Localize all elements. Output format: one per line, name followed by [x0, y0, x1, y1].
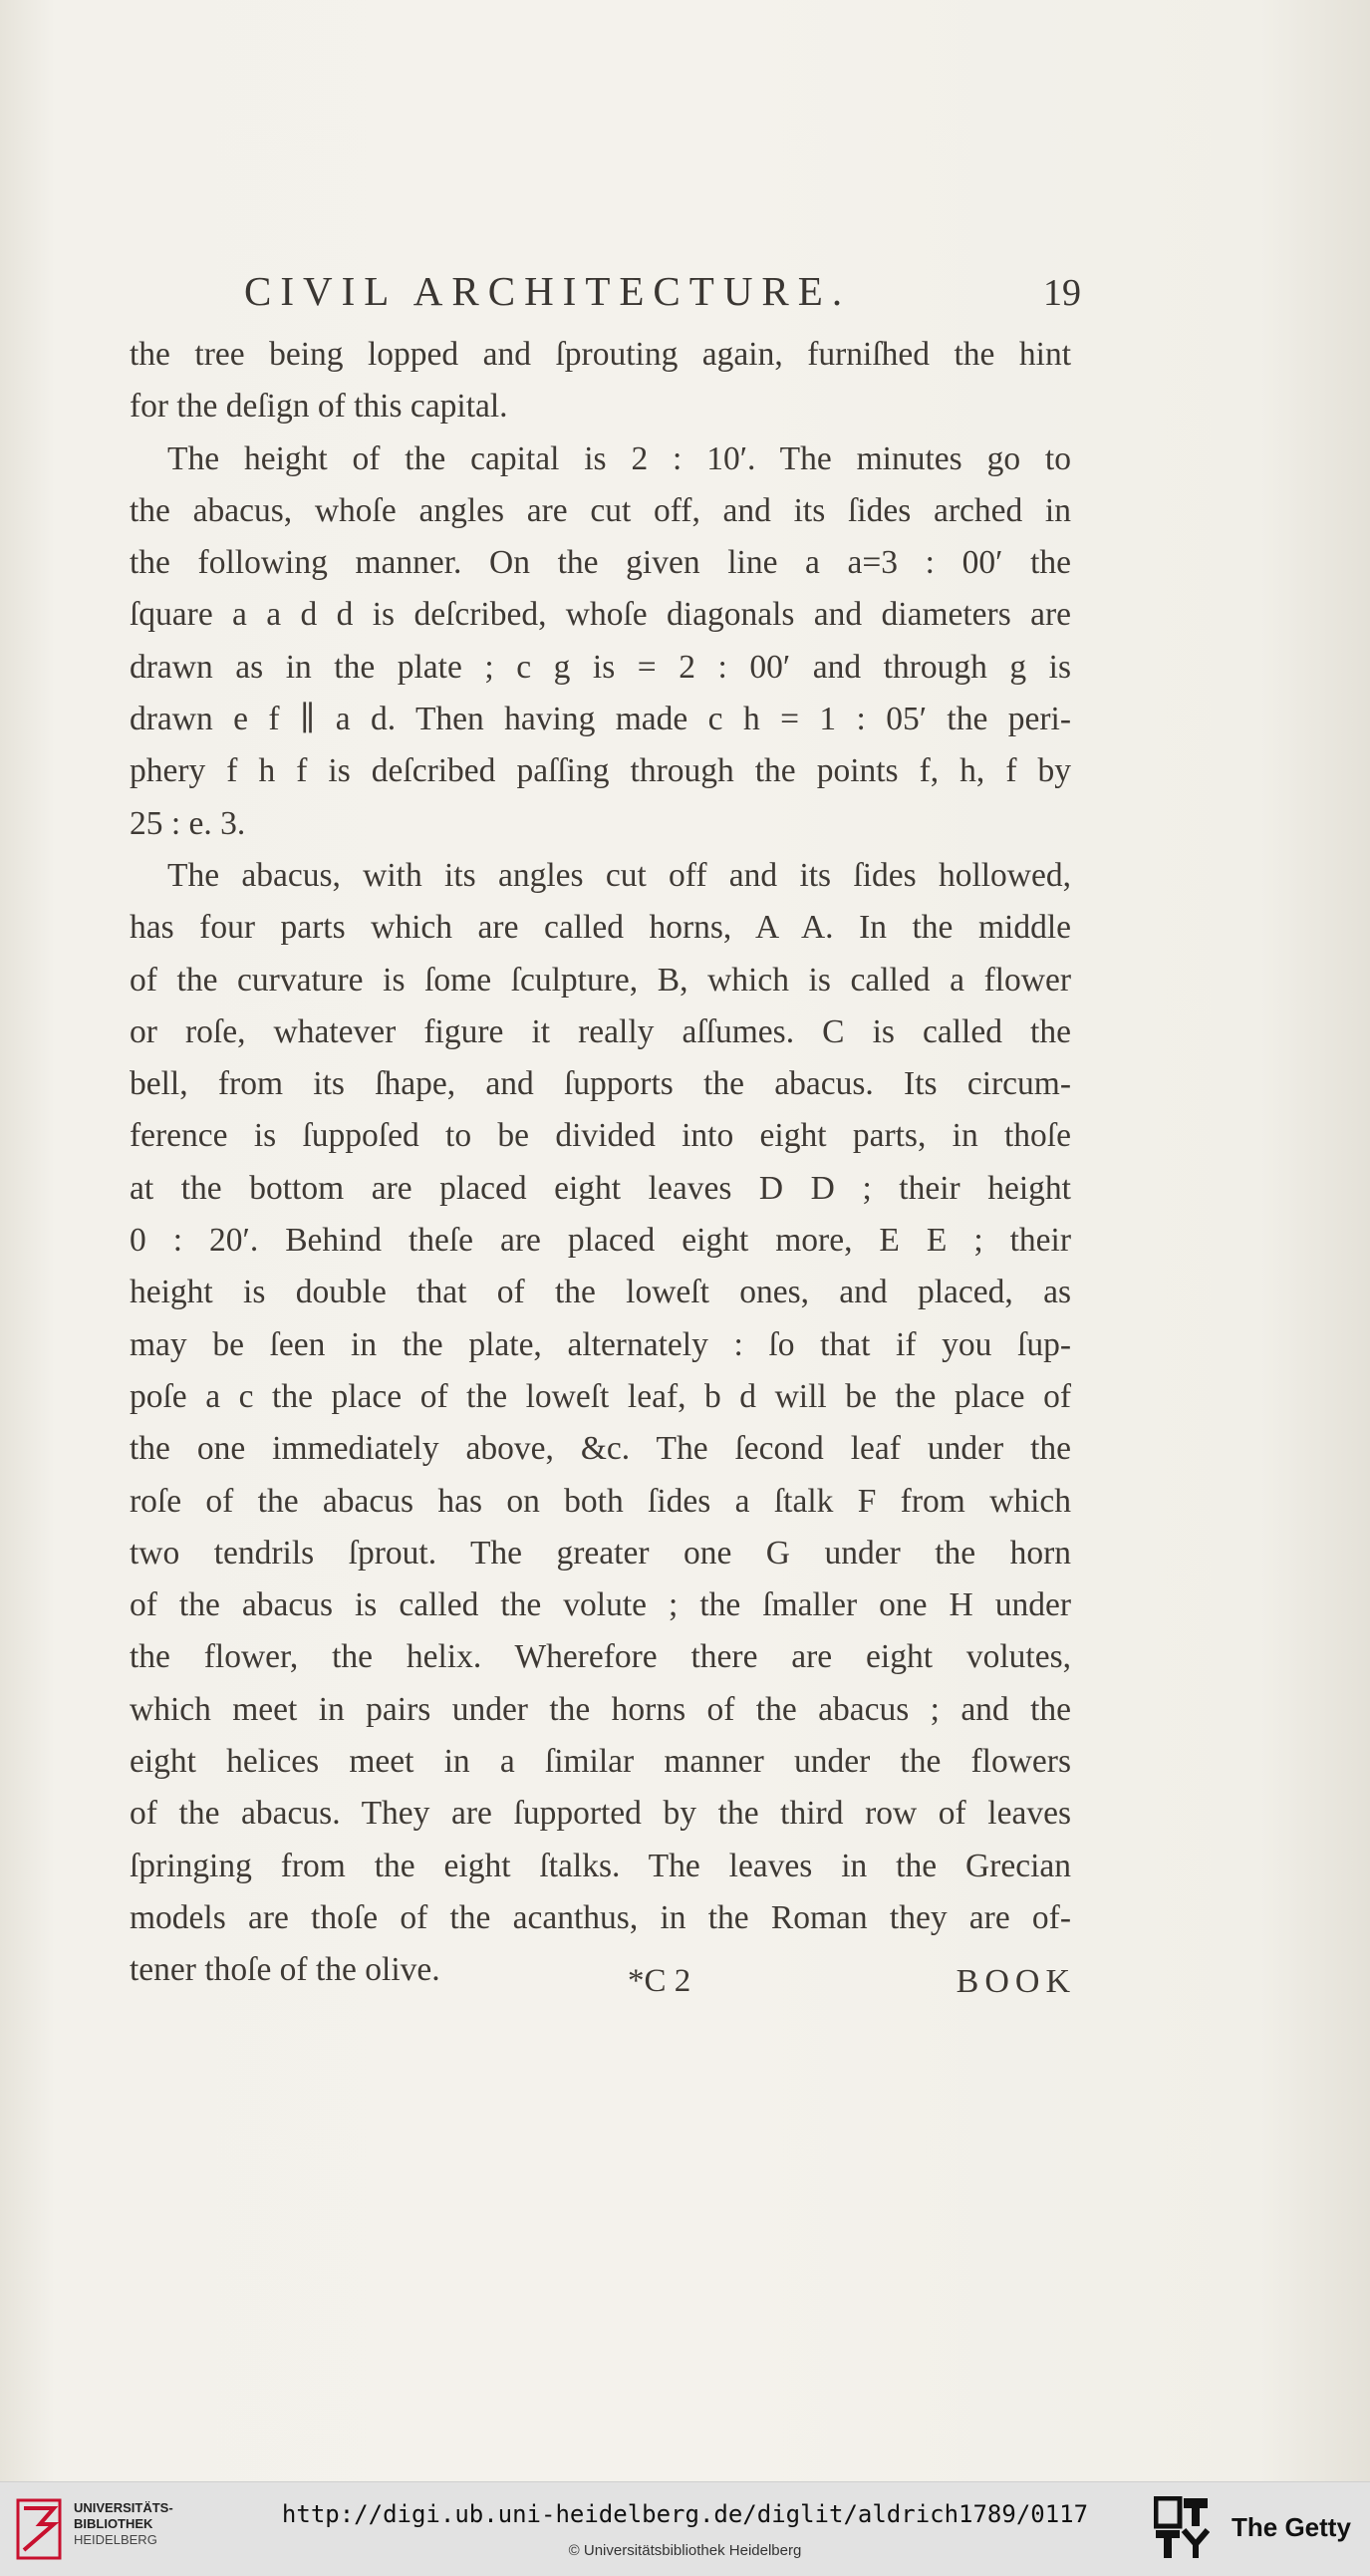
text-line: the abacus, whoſe angles are cut off, and its ſides arched in	[130, 491, 1071, 529]
text-line: 25 : e. 3.	[130, 804, 246, 842]
text-line: the flower, the helix. Wherefore there are eight volutes,	[130, 1638, 1071, 1676]
copyright-notice: © Universitätsbibliothek Heidelberg	[568, 2542, 802, 2559]
paragraph-start-line: The abacus, with its angles cut off and its ſides hollowed,	[167, 856, 1071, 894]
catchword: BOOK	[956, 1963, 1076, 2000]
text-line: the one immediately above, &c. The ſecond leaf under the	[130, 1430, 1071, 1468]
text-line: eight helices meet in a ſimilar manner under the flowers	[130, 1743, 1071, 1781]
paragraph-start-line: The height of the capital is 2 : 10′. The minutes go to	[167, 439, 1071, 477]
text-line: of the curvature is ſome ſculpture, B, which is called a flower	[130, 961, 1071, 999]
text-line: ſpringing from the eight ſtalks. The leaves in the Grecian	[130, 1847, 1071, 1884]
text-line: which meet in pairs under the horns of the abacus ; and the	[130, 1690, 1071, 1728]
running-head-title: CIVIL ARCHITECTURE.	[244, 268, 852, 314]
running-head	[244, 267, 1081, 327]
text-line: the tree being lopped and ſprouting again, furniſhed the hint	[130, 336, 1071, 373]
text-line: roſe of the abacus has on both ſides a ſtalk F from which	[130, 1482, 1071, 1520]
text-line: may be ſeen in the plate, alternately : ſo that if you ſup-	[130, 1325, 1071, 1363]
text-line: two tendrils ſprout. The greater one G under the horn	[130, 1534, 1071, 1572]
body-text	[130, 329, 1071, 1997]
text-line: phery f h f is deſcribed paſſing through the points f, h, f by	[130, 752, 1071, 790]
page-foot	[628, 1963, 1076, 2013]
viewer-footer	[0, 2481, 1370, 2576]
library-name-line: HEIDELBERG	[74, 2532, 157, 2547]
text-line: models are thoſe of the acanthus, in the Roman they are of-	[130, 1898, 1071, 1936]
text-line: at the bottom are placed eight leaves D D ; their height	[130, 1169, 1071, 1207]
text-line: of the abacus. They are ſupported by the third row of leaves	[130, 1795, 1071, 1833]
text-line: drawn e f ∥ a d. Then having made c h = 1 : 05′ the peri-	[130, 701, 1071, 738]
text-line: ſquare a a d d is deſcribed, whoſe diagonals and diameters are	[130, 596, 1071, 634]
text-line: height is double that of the loweſt ones, and placed, as	[130, 1274, 1071, 1311]
text-line: for the deſign of this capital.	[130, 388, 508, 426]
page-number: 19	[1043, 272, 1081, 314]
text-line: ference is ſuppoſed to be divided into eight parts, in thoſe	[130, 1117, 1071, 1155]
text-line: bell, from its ſhape, and ſupports the abacus. Its circum-	[130, 1065, 1071, 1103]
text-line: tener thoſe of the olive.	[130, 1951, 440, 1989]
text-line: drawn as in the plate ; c g is = 2 : 00′ and through g is	[130, 648, 1071, 686]
text-line: or roſe, whatever figure it really aſſumes. C is called the	[130, 1012, 1071, 1050]
text-line: 0 : 20′. Behind theſe are placed eight more, E E ; their	[130, 1222, 1071, 1260]
permalink-url[interactable]: http://digi.ub.uni-heidelberg.de/diglit/aldrich1789/0117	[281, 2500, 1089, 2528]
signature-mark: *C 2	[628, 1963, 691, 1999]
text-line: poſe a c the place of the loweſt leaf, b d will be the place of	[130, 1377, 1071, 1415]
library-name-line: UNIVERSITÄTS-	[74, 2500, 173, 2515]
library-name-line: BIBLIOTHEK	[74, 2516, 153, 2531]
sponsor-name: The Getty	[1232, 2512, 1351, 2542]
text-line: of the abacus is called the volute ; the ſmaller one H under	[130, 1586, 1071, 1624]
text-line: has four parts which are called horns, A A. In the middle	[130, 909, 1071, 947]
getty-logo-icon[interactable]	[1154, 2496, 1210, 2560]
text-line: the following manner. On the given line a a=3 : 00′ the	[130, 544, 1071, 582]
